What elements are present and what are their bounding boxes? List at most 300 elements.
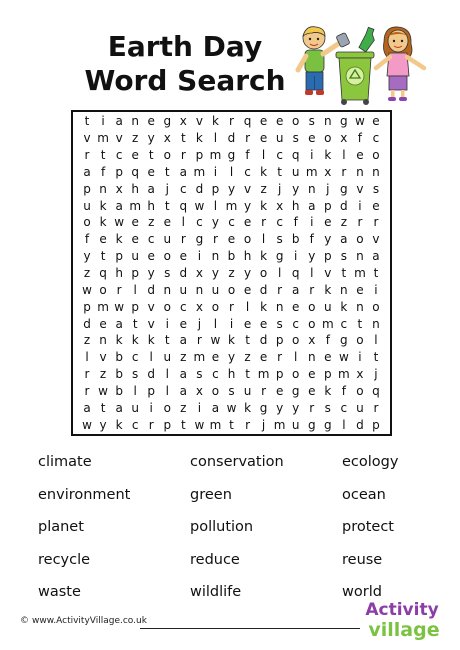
grid-letter: c — [180, 299, 187, 314]
grid-letter: l — [213, 316, 218, 331]
grid-letter: e — [147, 164, 155, 179]
grid-letter: l — [213, 131, 218, 146]
grid-letter: k — [260, 249, 268, 264]
grid-letter: m — [354, 265, 366, 280]
grid-letter: i — [165, 316, 169, 331]
grid-letter: f — [84, 232, 90, 247]
grid-letter: w — [210, 333, 221, 348]
worksheet-title — [60, 30, 310, 98]
grid-letter: k — [147, 333, 155, 348]
grid-letter: c — [276, 215, 283, 230]
grid-letter: t — [245, 367, 250, 382]
grid-letter: d — [227, 131, 236, 146]
grid-letter: e — [99, 232, 107, 247]
grid-letter: k — [99, 215, 107, 230]
grid-letter: l — [149, 350, 153, 365]
grid-letter: o — [292, 114, 300, 129]
grid-letter: t — [341, 265, 347, 280]
grid-letter: f — [341, 383, 346, 398]
grid-letter: u — [291, 417, 300, 432]
grid-letter: m — [209, 148, 222, 163]
grid-letter: n — [356, 299, 364, 314]
grid-letter: p — [115, 249, 123, 264]
activity-village-logo — [356, 596, 448, 642]
word-list-item: reuse — [342, 551, 383, 568]
title-line-1: Earth Day — [107, 30, 263, 63]
word-list-item: waste — [38, 584, 81, 600]
grid-letter: n — [99, 181, 107, 196]
grid-letter: e — [243, 282, 252, 297]
grid-letter: r — [84, 383, 90, 398]
grid-letter: b — [115, 350, 123, 365]
grid-letter: e — [324, 215, 332, 230]
grid-letter: a — [115, 114, 123, 129]
grid-letter: v — [324, 265, 332, 280]
grid-letter: e — [147, 249, 155, 264]
grid-letter: d — [147, 367, 156, 382]
grid-letter: r — [116, 282, 122, 297]
grid-letter: z — [180, 400, 187, 415]
grid-letter: e — [292, 299, 300, 314]
grid-letter: o — [163, 400, 171, 415]
word-list-item: ocean — [342, 486, 386, 503]
grid-letter: s — [340, 249, 347, 264]
grid-letter: c — [244, 164, 251, 179]
grid-letter: m — [338, 367, 350, 382]
grid-letter: c — [372, 131, 380, 146]
grid-letter: n — [372, 316, 380, 331]
grid-letter: o — [227, 282, 236, 297]
grid-letter: x — [324, 164, 332, 179]
grid-letter: n — [211, 249, 220, 264]
grid-letter: f — [245, 148, 250, 163]
grid-letter: o — [163, 148, 171, 163]
grid-letter: a — [179, 383, 188, 398]
grid-letter: e — [211, 350, 220, 365]
grid-letter: i — [358, 350, 362, 365]
grid-letter: p — [211, 181, 220, 196]
grid-letter: f — [100, 164, 106, 179]
grid-letter: n — [307, 181, 316, 196]
grid-letter: t — [164, 164, 170, 179]
grid-letter: a — [147, 181, 155, 196]
grid-letter: s — [164, 265, 171, 280]
word-list-item: planet — [38, 519, 84, 535]
grid-letter: r — [309, 282, 315, 297]
grid-letter: y — [308, 249, 316, 264]
grid-letter: e — [308, 367, 316, 382]
grid-letter: x — [179, 114, 187, 129]
grid-letter: r — [277, 282, 283, 297]
grid-letter: l — [277, 265, 282, 280]
grid-letter: n — [372, 164, 380, 179]
word-list-item: conservation — [190, 454, 284, 470]
grid-letter: j — [165, 181, 169, 196]
grid-letter: x — [308, 333, 316, 348]
grid-letter: z — [83, 333, 91, 348]
grid-letter: a — [179, 164, 188, 179]
grid-letter: l — [133, 282, 137, 297]
grid-letter: u — [131, 400, 139, 415]
grid-letter: e — [179, 316, 188, 331]
grid-letter: h — [115, 265, 123, 280]
grid-letter: p — [372, 417, 380, 432]
footer-divider — [140, 628, 360, 629]
grid-letter: e — [259, 114, 268, 129]
grid-letter: z — [148, 215, 155, 230]
grid-letter: e — [147, 114, 155, 129]
grid-letter: m — [193, 164, 206, 179]
grid-letter: g — [340, 114, 348, 129]
grid-letter: v — [147, 299, 155, 314]
grid-letter: c — [212, 367, 219, 382]
grid-letter: v — [83, 131, 91, 146]
grid-letter: v — [147, 316, 155, 331]
grid-letter: o — [99, 282, 107, 297]
grid-letter: x — [276, 198, 284, 213]
grid-letter: y — [243, 265, 252, 280]
title-line-2: Word Search — [84, 64, 286, 97]
grid-letter: e — [259, 131, 268, 146]
grid-letter: c — [292, 316, 299, 331]
grid-letter: p — [131, 299, 139, 314]
grid-letter: a — [83, 400, 91, 415]
grid-letter: z — [180, 350, 187, 365]
grid-letter: p — [163, 417, 172, 432]
word-list-item: protect — [342, 519, 394, 535]
grid-letter: p — [275, 333, 284, 348]
grid-letter: r — [212, 232, 218, 247]
grid-letter: u — [356, 400, 364, 415]
grid-letter: v — [372, 232, 380, 247]
grid-letter: g — [275, 249, 284, 264]
grid-letter: v — [243, 181, 252, 196]
grid-letter: t — [373, 265, 379, 280]
grid-letter: e — [308, 383, 316, 398]
logo-line-1: Activity — [365, 600, 439, 620]
grid-letter: q — [99, 265, 107, 280]
grid-letter: e — [356, 148, 364, 163]
grid-letter: r — [229, 114, 234, 129]
grid-letter: m — [257, 367, 270, 382]
grid-letter: g — [259, 400, 268, 415]
grid-letter: o — [163, 299, 171, 314]
grid-letter: y — [324, 232, 332, 247]
grid-letter: i — [197, 249, 202, 264]
grid-letter: h — [227, 367, 236, 382]
bottle-icon — [358, 27, 377, 54]
grid-letter: e — [243, 215, 252, 230]
grid-letter: g — [195, 232, 204, 247]
grid-letter: n — [275, 299, 284, 314]
grid-letter: j — [277, 181, 282, 196]
grid-letter: d — [259, 333, 268, 348]
word-list-item: environment — [38, 486, 131, 503]
grid-letter: q — [372, 383, 380, 398]
grid-letter: y — [147, 131, 155, 146]
grid-letter: a — [179, 333, 188, 348]
grid-letter: g — [163, 114, 172, 129]
grid-letter: o — [356, 232, 364, 247]
grid-letter: p — [275, 367, 284, 382]
grid-letter: s — [324, 400, 331, 415]
grid-letter: j — [374, 367, 378, 382]
grid-letter: t — [148, 148, 154, 163]
grid-letter: r — [357, 215, 363, 230]
grid-letter: t — [277, 164, 282, 179]
kids-recycling-illustration — [292, 24, 430, 108]
grid-letter: m — [209, 417, 222, 432]
grid-letter: g — [340, 333, 348, 348]
grid-letter: z — [83, 265, 91, 280]
grid-letter: d — [259, 282, 268, 297]
grid-letter: a — [340, 232, 348, 247]
grid-letter: n — [163, 282, 172, 297]
grid-letter: t — [132, 316, 138, 331]
grid-letter: t — [100, 148, 106, 163]
grid-letter: i — [358, 198, 362, 213]
grid-letter: e — [372, 198, 380, 213]
grid-letter: f — [325, 333, 330, 348]
recycling-bin-icon — [336, 52, 374, 105]
grid-letter: k — [195, 131, 203, 146]
logo-line-2: village — [368, 619, 440, 641]
grid-letter: c — [131, 417, 139, 432]
grid-letter: r — [84, 148, 90, 163]
grid-letter: t — [164, 198, 170, 213]
grid-letter: l — [213, 198, 218, 213]
grid-letter: u — [324, 299, 332, 314]
grid-letter: k — [115, 333, 123, 348]
grid-letter: e — [259, 316, 268, 331]
grid-letter: k — [244, 400, 252, 415]
grid-letter: u — [211, 282, 220, 297]
grid-letter: e — [275, 383, 284, 398]
grid-letter: p — [323, 249, 332, 264]
grid-letter: k — [324, 383, 332, 398]
grid-letter: c — [340, 316, 348, 331]
grid-letter: u — [163, 350, 172, 365]
grid-letter: p — [323, 367, 332, 382]
grid-letter: j — [326, 181, 330, 196]
word-list-item: wildlife — [190, 584, 242, 600]
grid-letter: s — [308, 114, 315, 129]
grid-letter: x — [195, 265, 203, 280]
grid-letter: w — [114, 215, 125, 230]
grid-letter: r — [84, 367, 90, 382]
grid-letter: d — [179, 265, 188, 280]
grid-letter: e — [131, 148, 139, 163]
grid-letter: n — [307, 350, 316, 365]
grid-letter: m — [321, 316, 334, 331]
grid-letter: r — [373, 400, 379, 415]
word-list-item: recycle — [38, 551, 91, 568]
grid-letter: o — [356, 333, 364, 348]
grid-letter: y — [227, 181, 236, 196]
grid-letter: b — [227, 249, 236, 264]
grid-letter: m — [129, 198, 142, 213]
grid-letter: q — [243, 114, 252, 129]
grid-letter: e — [275, 114, 284, 129]
grid-letter: y — [83, 249, 91, 264]
grid-letter: m — [97, 131, 109, 146]
grid-letter: s — [372, 181, 380, 196]
grid-letter: a — [115, 400, 123, 415]
grid-letter: n — [340, 282, 348, 297]
grid-letter: m — [305, 164, 318, 179]
grid-letter: l — [181, 215, 185, 230]
grid-letter: d — [147, 282, 156, 297]
grid-letter: a — [292, 282, 300, 297]
grid-letter: j — [197, 316, 202, 331]
grid-letter: p — [83, 299, 91, 314]
grid-letter: z — [99, 367, 107, 382]
grid-letter: r — [196, 333, 202, 348]
grid-letter: p — [83, 181, 91, 196]
grid-letter: l — [165, 367, 169, 382]
grid-letter: o — [83, 215, 91, 230]
grid-letter: c — [228, 215, 235, 230]
grid-letter: v — [115, 131, 123, 146]
grid-letter: z — [228, 265, 235, 280]
grid-letter: r — [180, 148, 186, 163]
grid-letter: a — [83, 164, 91, 179]
word-list-item: ecology — [342, 454, 399, 470]
grid-letter: l — [133, 383, 137, 398]
grid-letter: x — [356, 367, 364, 382]
grid-letter: r — [148, 417, 154, 432]
grid-letter: q — [291, 265, 300, 280]
grid-letter: p — [131, 265, 139, 280]
grid-letter: s — [196, 367, 203, 382]
grid-letter: n — [356, 164, 364, 179]
grid-letter: l — [165, 383, 169, 398]
grid-letter: e — [372, 114, 380, 129]
grid-letter: e — [163, 215, 171, 230]
grid-letter: c — [180, 181, 187, 196]
grid-letter: t — [84, 114, 90, 129]
grid-letter: v — [99, 350, 107, 365]
grid-letter: e — [99, 316, 107, 331]
grid-letter: e — [131, 232, 139, 247]
grid-letter: i — [197, 400, 202, 415]
grid-letter: c — [131, 350, 139, 365]
grid-letter: g — [323, 417, 332, 432]
grid-letter: r — [373, 215, 379, 230]
grid-letter: t — [373, 350, 379, 365]
grid-letter: p — [147, 383, 156, 398]
grid-letter: d — [340, 198, 348, 213]
grid-letter: y — [276, 400, 284, 415]
grid-letter: w — [355, 114, 365, 129]
grid-letter: d — [195, 181, 204, 196]
grid-letter: w — [114, 299, 125, 314]
grid-letter: l — [374, 333, 378, 348]
grid-letter: k — [211, 114, 219, 129]
grid-letter: o — [292, 367, 300, 382]
grid-letter: a — [372, 249, 380, 264]
grid-letter: r — [245, 131, 251, 146]
grid-letter: u — [275, 131, 284, 146]
grid-letter: w — [194, 198, 205, 213]
grid-letter: j — [261, 417, 266, 432]
grid-letter: i — [310, 148, 314, 163]
grid-letter: p — [195, 148, 204, 163]
grid-letter: s — [276, 316, 283, 331]
grid-letter: q — [179, 198, 188, 213]
grid-letter: w — [98, 383, 108, 398]
grid-letter: a — [179, 367, 188, 382]
footer-copyright — [20, 616, 147, 626]
grid-letter: y — [99, 417, 107, 432]
grid-letter: i — [310, 215, 314, 230]
grid-letter: u — [243, 383, 252, 398]
grid-letter: h — [291, 198, 300, 213]
grid-letter: r — [277, 350, 283, 365]
grid-letter: p — [115, 164, 123, 179]
grid-letter: f — [309, 232, 314, 247]
grid-letter: c — [147, 232, 155, 247]
grid-letter: b — [291, 232, 300, 247]
grid-letter: u — [83, 198, 91, 213]
grid-letter: t — [100, 249, 106, 264]
grid-letter: e — [324, 350, 332, 365]
grid-letter: m — [97, 299, 109, 314]
grid-letter: k — [228, 333, 235, 348]
grid-letter: l — [310, 265, 314, 280]
grid-letter: h — [243, 249, 252, 264]
grid-letter: r — [180, 232, 186, 247]
grid-letter: l — [245, 299, 250, 314]
grid-letter: k — [324, 148, 332, 163]
grid-letter: y — [147, 265, 155, 280]
grid-letter: t — [164, 333, 170, 348]
grid-letter: t — [245, 333, 250, 348]
grid-letter: r — [261, 215, 267, 230]
grid-letter: o — [292, 333, 300, 348]
grid-letter: x — [115, 181, 123, 196]
grid-letter: a — [115, 316, 123, 331]
grid-letter: b — [115, 367, 123, 382]
grid-letter: k — [260, 198, 268, 213]
grid-letter: i — [149, 400, 153, 415]
grid-letter: e — [356, 282, 364, 297]
grid-letter: a — [308, 198, 316, 213]
boy-figure — [298, 27, 338, 95]
grid-letter: o — [163, 249, 171, 264]
grid-letter: g — [307, 417, 316, 432]
grid-letter: i — [374, 282, 378, 297]
grid-letter: l — [261, 148, 266, 163]
grid-letter: n — [99, 333, 107, 348]
grid-letter: k — [99, 198, 107, 213]
grid-letter: z — [340, 215, 348, 230]
grid-letter: o — [211, 383, 220, 398]
grid-letter: z — [132, 131, 139, 146]
grid-letter: l — [261, 232, 266, 247]
grid-letter: q — [291, 148, 300, 163]
grid-letter: i — [213, 164, 218, 179]
grid-letter: u — [131, 249, 139, 264]
grid-letter: s — [228, 383, 235, 398]
grid-letter: n — [324, 114, 332, 129]
grid-letter: i — [101, 114, 105, 129]
grid-letter: w — [338, 350, 349, 365]
grid-letter: o — [372, 299, 380, 314]
word-list-item: reduce — [190, 551, 240, 568]
word-list — [38, 454, 418, 614]
grid-letter: u — [179, 282, 188, 297]
